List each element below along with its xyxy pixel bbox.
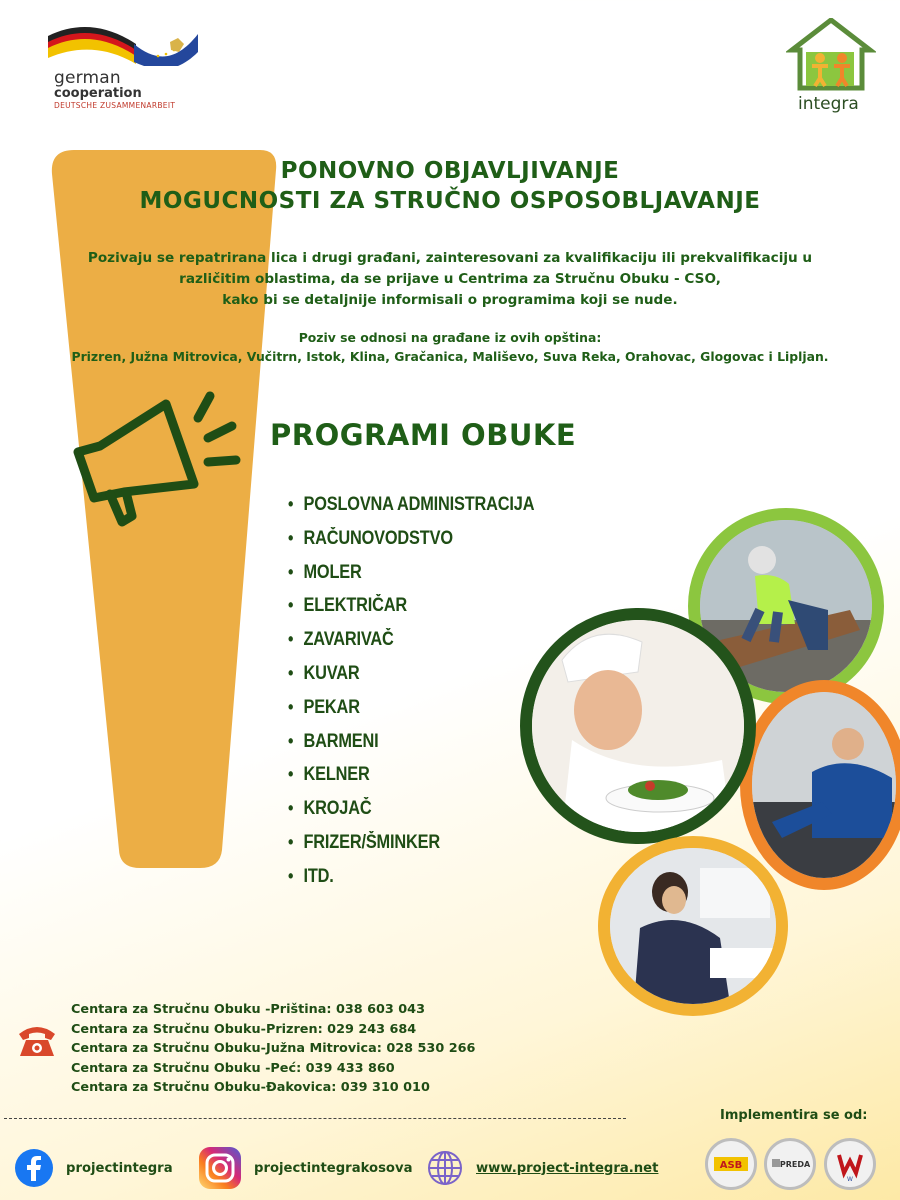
instagram-handle[interactable]: projectintegrakosova [254, 1160, 413, 1176]
megaphone-icon [70, 388, 242, 530]
list-item: • KROJAČ [288, 792, 534, 826]
list-item: • ZAVARIVAČ [288, 623, 534, 657]
headline-line-1: PONOVNO OBJAVLJIVANJE [280, 158, 620, 184]
contact-line: Centara za Stručnu Obuku -Priština: 038 603 043 [71, 1002, 425, 1017]
partner-asb-text: ASB [719, 1160, 743, 1171]
integra-logo [786, 18, 876, 118]
globe-icon [426, 1149, 464, 1187]
photo-mechanic [740, 680, 900, 890]
contact-line: Centara za Stručnu Obuku -Peć: 039 433 860 [71, 1060, 395, 1076]
contact-line: Centara za Stručnu Obuku-Đakovica: 039 310 010 [71, 1080, 430, 1095]
contact-line: Centara za Stručnu Obuku-Južna Mitrovica: 028 530 266 [71, 1041, 476, 1056]
website-url[interactable]: www.project-integra.net [476, 1160, 659, 1176]
partner-preda-text: PREDA [779, 1160, 811, 1169]
contact-list [71, 1000, 475, 1098]
facebook-icon [14, 1148, 54, 1188]
implemented-by-label: Implementira se od: [720, 1108, 868, 1123]
partner-w-text: W [847, 1176, 853, 1183]
partner-asb-logo [705, 1138, 757, 1190]
dashed-divider [4, 1118, 626, 1119]
contact-line: Centara za Stručnu Obuku-Prizren: 029 243 684 [71, 1021, 417, 1037]
intro-line-3: kako bi se detaljnije informisali o programima koji se nude. [222, 292, 678, 308]
partner-preda-logo [764, 1138, 816, 1190]
list-item: • BARMENI [288, 725, 534, 759]
photo-chef [520, 608, 756, 844]
list-item: • ELEKTRIČAR [288, 589, 534, 623]
telephone-icon [16, 1022, 58, 1058]
list-item: • MOLER [288, 556, 534, 590]
intro-text [50, 248, 850, 311]
partner-w-logo [824, 1138, 876, 1190]
house-family-icon [786, 18, 876, 94]
logo-text-deutsche: DEUTSCHE ZUSAMMENARBEIT [54, 101, 176, 110]
municipalities-label: Poziv se odnosi na građane iz ovih opština: [298, 330, 602, 345]
programs-title: PROGRAMI OBUKE [270, 418, 577, 452]
headline [60, 156, 840, 216]
list-item: • PEKAR [288, 691, 534, 725]
list-item: • POSLOVNA ADMINISTRACIJA [288, 488, 534, 522]
flag-ribbon-icon [46, 22, 206, 66]
instagram-icon [198, 1146, 242, 1190]
website-link[interactable] [426, 1146, 658, 1190]
facebook-link[interactable] [14, 1146, 173, 1190]
list-item: • ITD. [288, 860, 534, 894]
municipalities-block [40, 328, 860, 366]
intro-line-1: Pozivaju se repatrirana lica i drugi građani, zainteresovani za kvalifikaciju ili prekvalifikaciju u [87, 250, 813, 266]
logo-text-german: german [54, 68, 121, 88]
german-cooperation-logo [46, 22, 216, 114]
intro-line-2: različitim oblastima, da se prijave u Centrima za Stručnu Obuku - CSO, [179, 271, 721, 287]
list-item: • KELNER [288, 758, 534, 792]
photo-office-worker [598, 836, 788, 1016]
municipalities-list: Prizren, Južna Mitrovica, Vučitrn, Istok, Klina, Gračanica, Mališevo, Suva Reka, Orahovac, Glogovac i Lipljan. [71, 349, 829, 364]
list-item: • FRIZER/ŠMINKER [288, 826, 534, 860]
list-item: • RAČUNOVODSTVO [288, 522, 534, 556]
logo-text-cooperation: cooperation [54, 86, 142, 101]
list-item: • KUVAR [288, 657, 534, 691]
integra-logo-text: integra [798, 94, 859, 114]
instagram-link[interactable] [198, 1146, 412, 1190]
headline-line-2: MOGUCNOSTI ZA STRUČNO OSPOSOBLJAVANJE [139, 188, 761, 214]
facebook-handle[interactable]: projectintegra [66, 1160, 173, 1176]
